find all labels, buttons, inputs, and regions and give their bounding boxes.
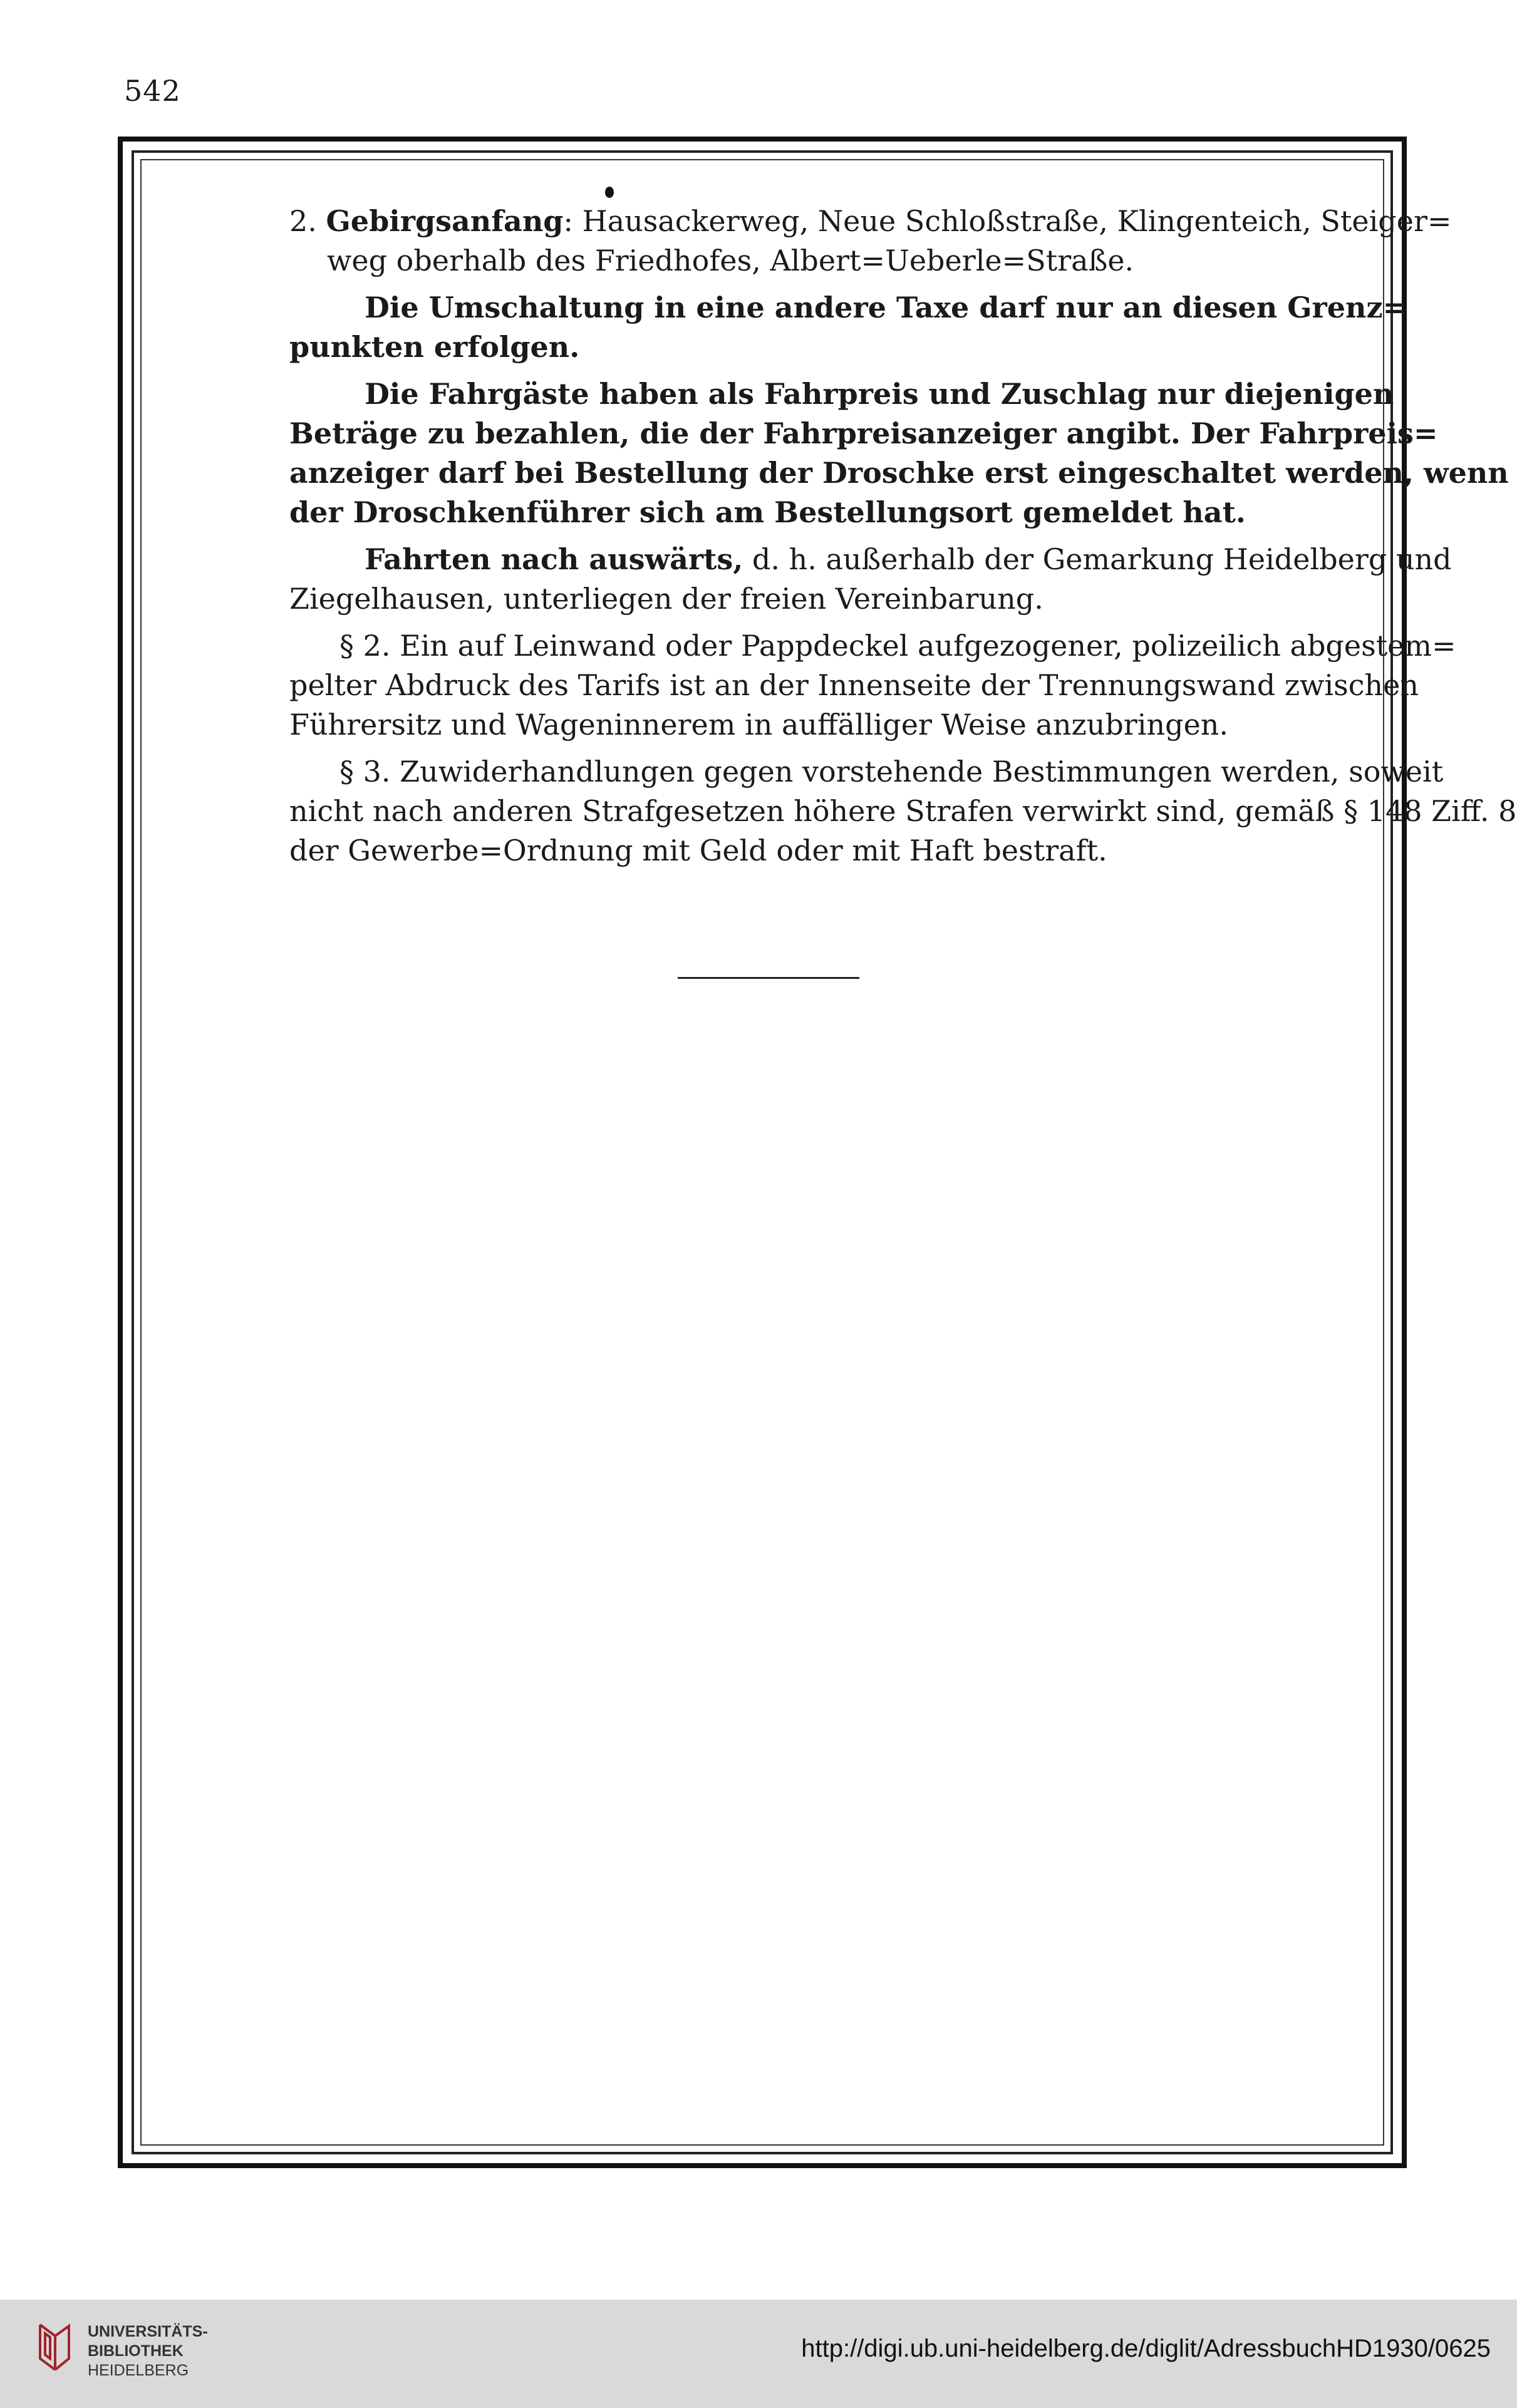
section-paragraph-2 — [289, 626, 1456, 745]
text-line: § 3. Zuwiderhandlungen gegen vorstehende Bestimmungen werden, soweit — [339, 755, 1444, 788]
text-line: anzeiger darf bei Bestellung der Droschke erst eingeschaltet werden, wenn — [289, 456, 1509, 490]
text-line: pelter Abdruck des Tarifs ist an der Innenseite der Trennungswand zwischen — [289, 668, 1419, 702]
paragraph-gebirgsanfang — [289, 202, 1452, 281]
text-line: punkten erfolgen. — [289, 330, 580, 364]
library-name — [88, 2322, 208, 2380]
page-number: 542 — [124, 74, 181, 108]
paragraph-umschaltung — [289, 288, 1407, 367]
section-paragraph-3 — [289, 752, 1517, 871]
library-logo-icon — [36, 2321, 73, 2374]
text-line: nicht nach anderen Strafgesetzen höhere Strafen verwirkt sind, gemäß § 148 Ziff. 8 — [289, 794, 1517, 828]
text-line: Führersitz und Wageninnerem in auffälliger Weise anzubringen. — [289, 708, 1229, 742]
library-name-line: UNIVERSITÄTS- — [88, 2323, 208, 2340]
document-body — [289, 202, 1517, 871]
text-line: Ziegelhausen, unterliegen der freien Vereinbarung. — [289, 582, 1043, 616]
text-line: der Droschkenführer sich am Bestellungsort gemeldet hat. — [289, 495, 1246, 529]
term-fahrten-auswaerts: Fahrten nach auswärts, — [365, 542, 743, 576]
text-line: Die Fahrgäste haben als Fahrpreis und Zuschlag nur diejenigen — [365, 377, 1394, 411]
ink-dot — [605, 187, 614, 198]
term-gebirgsanfang: Gebirgsanfang — [326, 204, 564, 238]
paragraph-fahrten-auswaerts — [289, 540, 1452, 619]
text-line: weg oberhalb des Friedhofes, Albert=Ueberle=Straße. — [327, 244, 1134, 277]
list-number: 2. — [289, 204, 326, 238]
library-name-line: HEIDELBERG — [88, 2362, 189, 2379]
text-line — [289, 540, 1452, 579]
text-segment: d. h. außerhalb der Gemarkung Heidelberg und — [743, 542, 1452, 576]
source-url-link[interactable]: http://digi.ub.uni-heidelberg.de/diglit/AdressbuchHD1930/0625 — [801, 2335, 1491, 2362]
end-rule — [678, 977, 859, 979]
text-line — [289, 202, 1452, 241]
text-line: § 2. Ein auf Leinwand oder Pappdeckel aufgezogener, polizeilich abgestem= — [339, 629, 1456, 663]
paragraph-fahrgaeste — [289, 375, 1509, 532]
library-name-line: BIBLIOTHEK — [88, 2342, 184, 2360]
text-segment: : Hausackerweg, Neue Schloßstraße, Klingenteich, Steiger= — [563, 204, 1452, 238]
footer-bar — [0, 2300, 1517, 2408]
text-line: Die Umschaltung in eine andere Taxe darf nur an diesen Grenz= — [365, 291, 1407, 324]
text-line: Beträge zu bezahlen, die der Fahrpreisanzeiger angibt. Der Fahrpreis= — [289, 416, 1438, 450]
text-line: der Gewerbe=Ordnung mit Geld oder mit Haft bestraft. — [289, 834, 1107, 867]
